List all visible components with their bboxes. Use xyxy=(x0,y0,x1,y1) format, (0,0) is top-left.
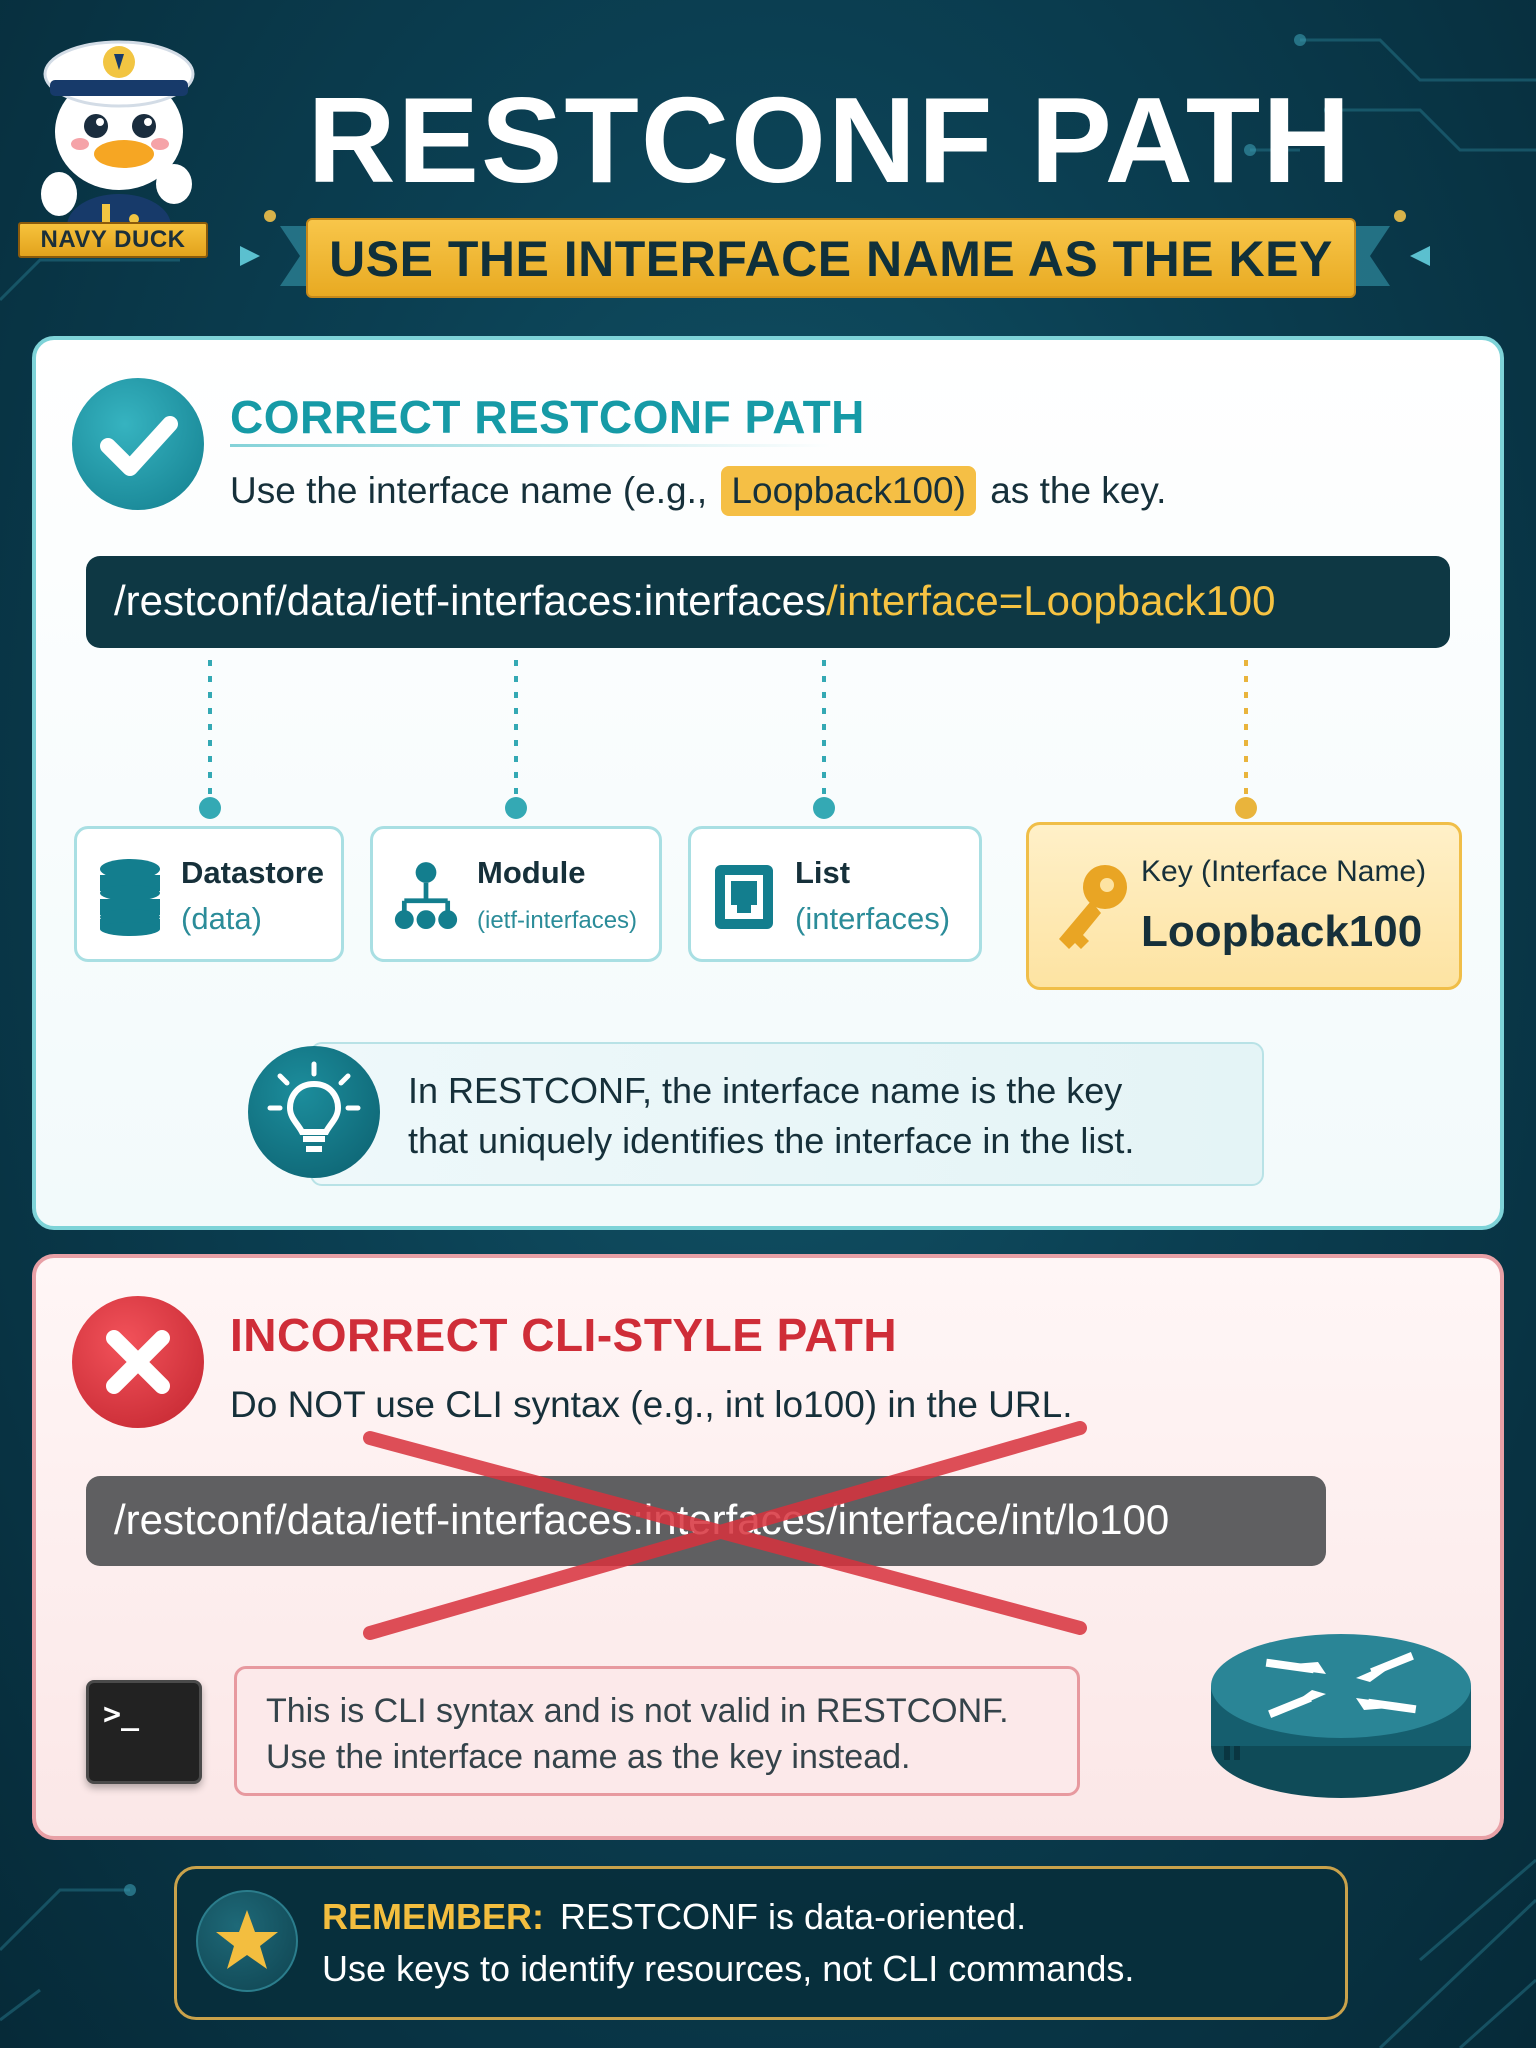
tip-box xyxy=(310,1042,1264,1186)
incorrect-heading: INCORRECT CLI-STYLE PATH xyxy=(230,1309,898,1361)
desc-after: as the key. xyxy=(990,470,1167,511)
red-cross-out-icon xyxy=(350,1408,1100,1648)
segment-key xyxy=(1026,822,1462,990)
remember-box xyxy=(174,1866,1348,2020)
segment-key-value: Loopback100 xyxy=(1141,907,1423,956)
close-x-icon xyxy=(72,1296,204,1428)
segment-title: Module xyxy=(477,855,586,890)
remember-label: REMEMBER: xyxy=(322,1896,544,1937)
segment-title: Datastore xyxy=(181,855,324,890)
correct-description xyxy=(230,466,1166,516)
segment-module xyxy=(370,826,662,962)
incorrect-description: Do NOT use CLI syntax (e.g., int lo100) in the URL. xyxy=(230,1384,1073,1425)
segment-list xyxy=(688,826,982,962)
remember-line-2: Use keys to identify resources, not CLI commands. xyxy=(322,1948,1135,1989)
brand-ribbon: NAVY DUCK xyxy=(18,222,208,258)
path-base: /restconf/data/ietf-interfaces:interfaces xyxy=(114,577,827,624)
segment-title: List xyxy=(795,855,851,890)
correct-path-bar xyxy=(86,556,1450,648)
database-icon xyxy=(97,857,163,937)
segment-subtitle: (interfaces) xyxy=(795,901,951,936)
desc-before: Use the interface name (e.g., xyxy=(230,470,708,511)
router-icon xyxy=(1196,1596,1486,1816)
subtitle-banner: USE THE INTERFACE NAME AS THE KEY xyxy=(306,218,1356,298)
terminal-icon xyxy=(86,1680,202,1784)
segment-title: Key (Interface Name) xyxy=(1141,855,1427,888)
path-key-segment: /interface=Loopback100 xyxy=(826,577,1276,624)
lightbulb-icon xyxy=(248,1046,380,1178)
segment-subtitle: (data) xyxy=(181,901,262,936)
page-title: RESTCONF PATH xyxy=(307,72,1353,208)
segment-datastore xyxy=(74,826,344,962)
heading-underline xyxy=(230,444,830,447)
star-icon xyxy=(196,1890,298,1992)
correct-heading: CORRECT RESTCONF PATH xyxy=(230,391,865,443)
tip-text-line-1: In RESTCONF, the interface name is the key xyxy=(408,1070,1123,1111)
checkmark-icon xyxy=(72,378,204,510)
cli-note-line-1: This is CLI syntax and is not valid in RESTCONF. xyxy=(266,1692,1009,1730)
segment-subtitle: (ietf-interfaces) xyxy=(477,907,638,934)
remember-line-1: RESTCONF is data-oriented. xyxy=(560,1896,1027,1937)
hierarchy-icon xyxy=(393,857,459,937)
cli-note-line-2: Use the interface name as the key instead. xyxy=(266,1738,911,1776)
ethernet-port-icon xyxy=(711,857,777,937)
key-icon xyxy=(1049,853,1135,965)
key-example-chip: Loopback100) xyxy=(721,466,976,516)
terminal-prompt: >_ xyxy=(103,1697,140,1732)
tip-text-line-2: that uniquely identifies the interface in the list. xyxy=(408,1120,1135,1161)
incorrect-path-bar: /restconf/data/ietf-interfaces:interfaces/interface/int/lo100 xyxy=(86,1476,1326,1566)
